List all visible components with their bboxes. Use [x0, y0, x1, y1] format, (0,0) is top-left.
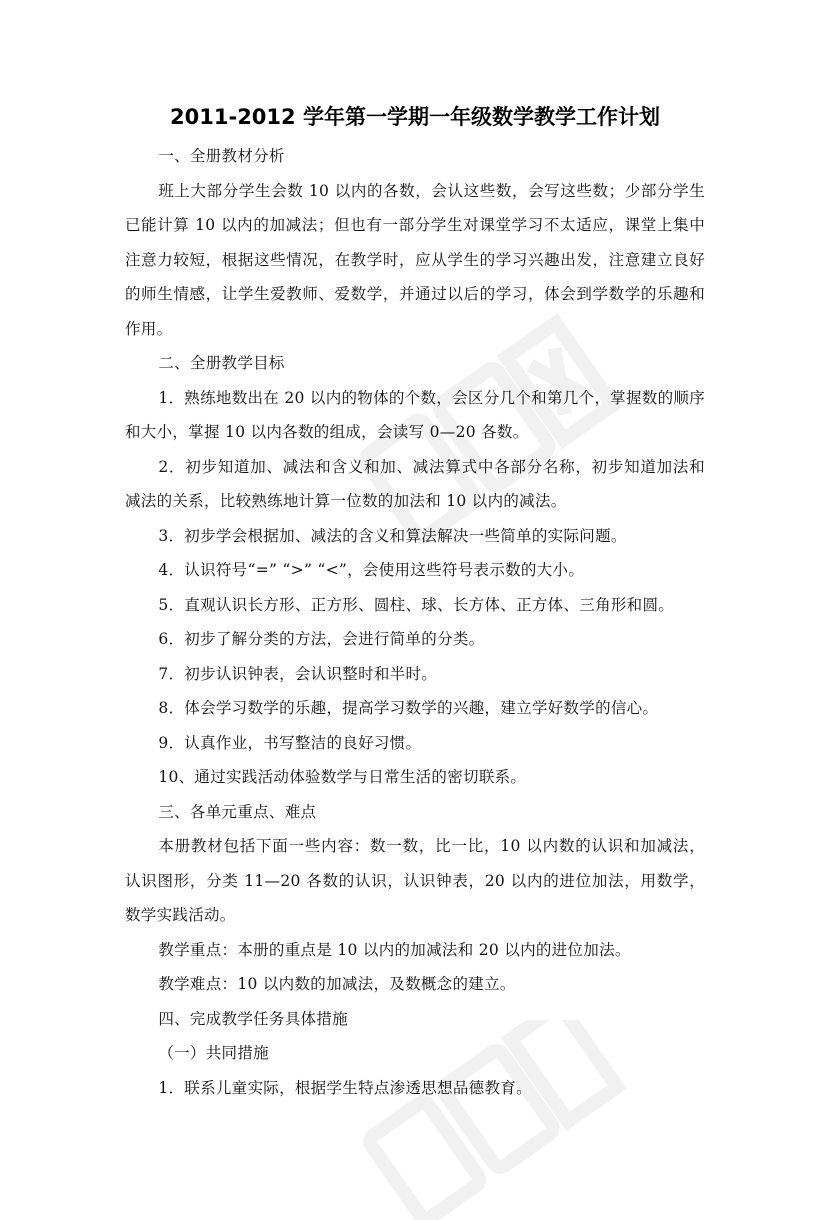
- heading-section-3: 三、各单元重点、难点: [158, 802, 317, 821]
- list-item: 6．初步了解分类的方法，会进行简单的分类。: [158, 630, 485, 648]
- document-title: 2011-2012 学年第一学期一年级数学教学工作计划: [170, 105, 660, 129]
- list-item: 8．体会学习数学的乐趣，提高学习数学的兴趣，建立学好数学的信心。: [158, 699, 659, 717]
- heading-section-2: 二、全册教学目标: [158, 354, 285, 372]
- paragraph: 班上大部分学生会数 10 以内的各数，会认这些数，会写这些数；少部分学生已能计算 10 以内的加减法；但也有一部分学生对课堂学习不太适应，课堂上集中注意力较短，根据这些情况，在教学时，应从学生的学习兴趣出发，注意建立良好的师生情感，让学生爱教师、爱数学，并通过以后的学习，体会到学数学的乐趣和作用。: [125, 181, 705, 338]
- list-item: 1．熟练地数出在 20 以内的物体的个数，会区分几个和第几个，掌握数的顺序和大小，掌握 10 以内各数的组成，会读写 0—20 各数。: [125, 388, 705, 441]
- list-item: 4．认识符号“=” “>” “<”，会使用这些符号表示数的大小。: [158, 561, 585, 579]
- subheading: （一）共同措施: [158, 1044, 269, 1062]
- list-item: 7．初步认识钟表，会认识整时和半时。: [158, 664, 438, 683]
- heading-section-1: 一、全册教材分析: [158, 147, 285, 165]
- list-item: 10、通过实践活动体验数学与日常生活的密切联系。: [158, 768, 527, 786]
- heading-section-4: 四、完成教学任务具体措施: [158, 1009, 348, 1028]
- list-item: 2．初步知道加、减法和含义和加、减法算式中各部分名称，初步知道加法和减法的关系，比较熟练地计算一位数的加法和 10 以内的减法。: [125, 457, 705, 510]
- list-item: 9．认真作业，书写整洁的良好习惯。: [158, 733, 422, 752]
- paragraph: 教学难点：10 以内数的加减法，及数概念的建立。: [158, 975, 516, 993]
- paragraph: 本册教材包括下面一些内容：数一数，比一比，10 以内数的认识和加减法，认识图形，分类 11—20 各数的认识，认识钟表，20 以内的进位加法，用数学，数学实践活动。: [125, 837, 705, 924]
- list-item: 5．直观认识长方形、正方形、圆柱、球、长方体、正方体、三角形和圆。: [158, 595, 675, 614]
- paragraph: 教学重点：本册的重点是 10 以内的加减法和 20 以内的进位加法。: [158, 940, 631, 959]
- list-item: 1．联系儿童实际，根据学生特点渗透思想品德教育。: [158, 1078, 532, 1097]
- list-item: 3．初步学会根据加、减法的含义和算法解决一些简单的实际问题。: [158, 526, 627, 545]
- document-body: [125, 139, 705, 1105]
